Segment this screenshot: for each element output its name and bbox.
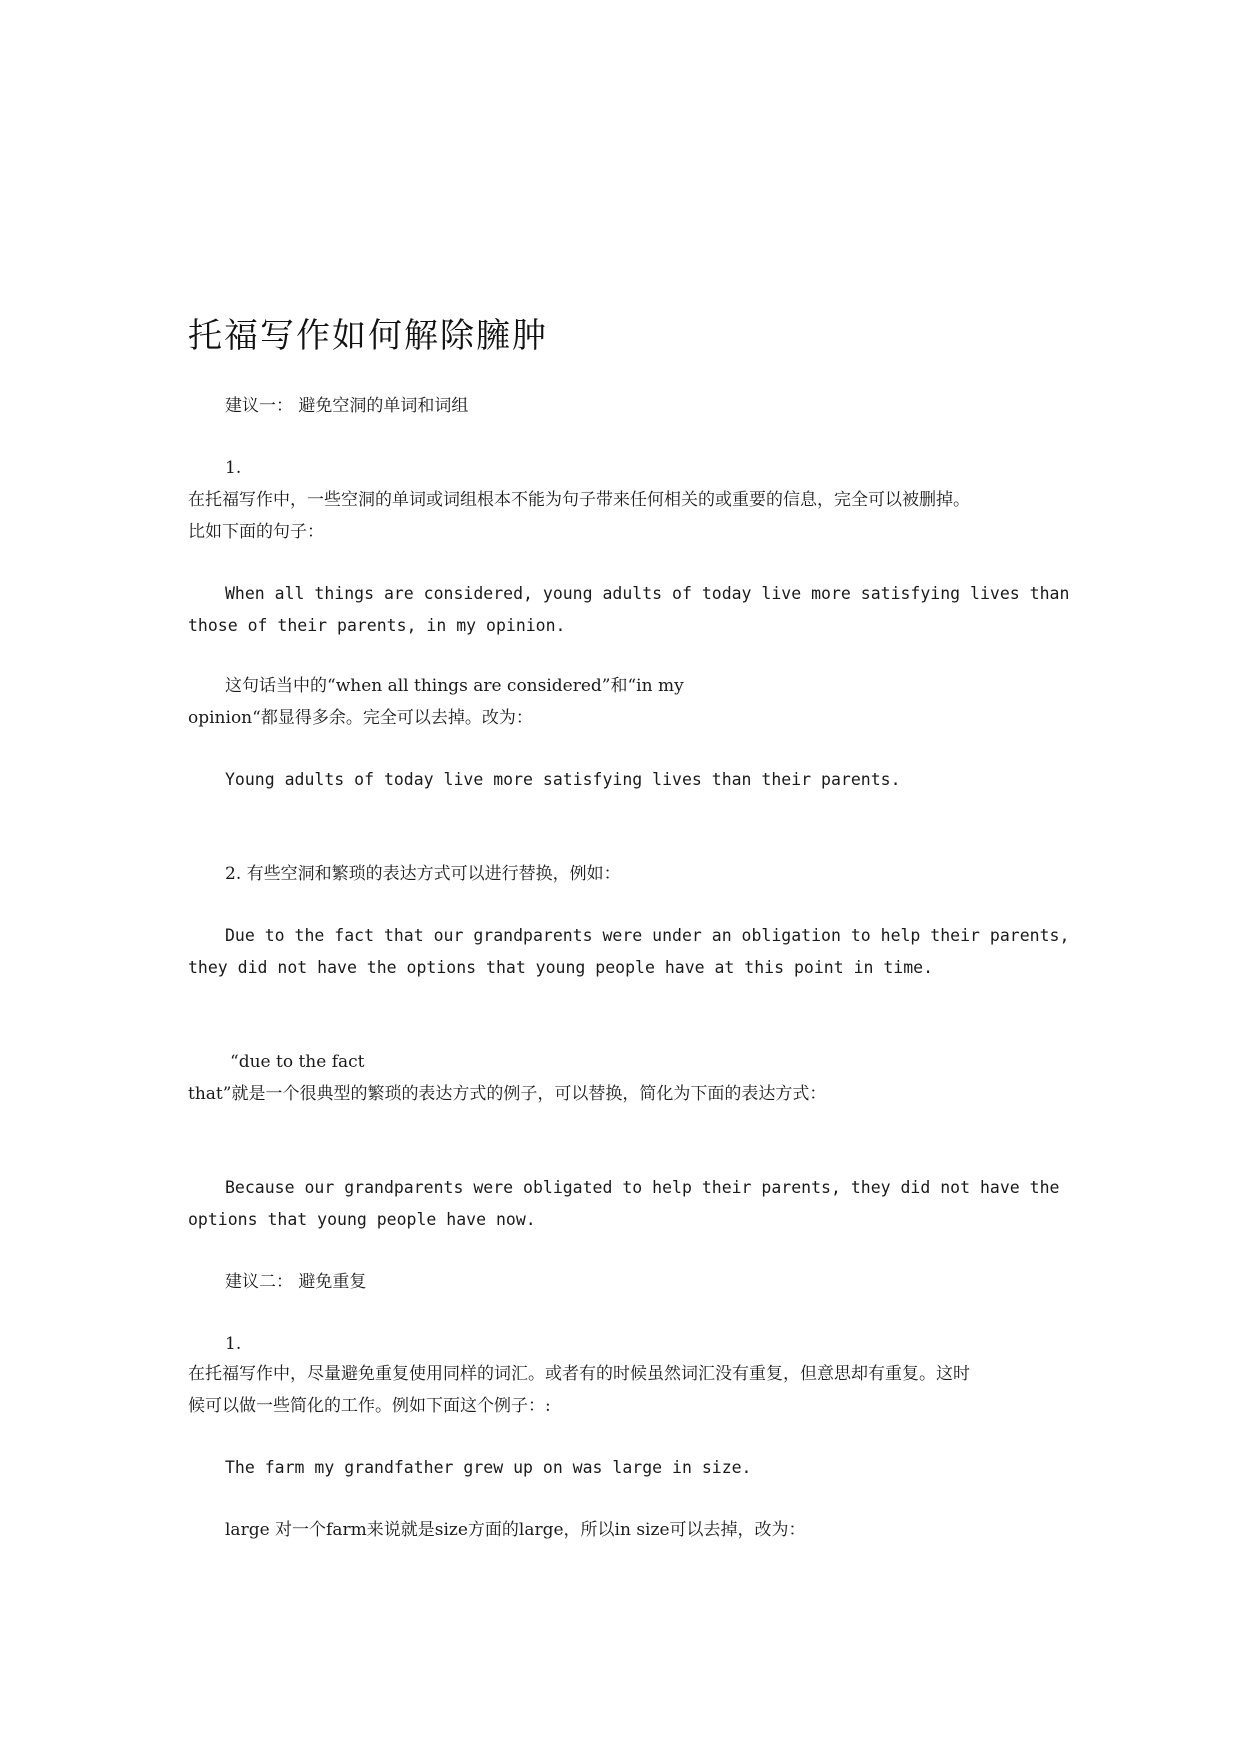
list-number: 1. <box>225 458 242 478</box>
example-sentence-line: Because our grandparents were obligated to help their parents, they did not have the <box>225 1178 1060 1197</box>
paragraph-line: opinion“都显得多余。完全可以去掉。改为： <box>188 708 533 728</box>
example-sentence-line: Young adults of today live more satisfying lives than their parents. <box>225 770 901 789</box>
example-sentence-line: Due to the fact that our grandparents were under an obligation to help their parents, <box>225 926 1070 945</box>
example-sentence-line: they did not have the options that young people have at this point in time. <box>188 958 934 977</box>
paragraph-line: large 对一个farm来说就是size方面的large，所以in size可以去掉，改为： <box>225 1520 806 1540</box>
list-item-2: 2. 有些空洞和繁琐的表达方式可以进行替换，例如： <box>225 864 621 884</box>
page-title: 托福写作如何解除臃肿 <box>188 316 548 356</box>
paragraph-line: “due to the fact <box>230 1052 365 1072</box>
paragraph-line: 在托福写作中，尽量避免重复使用同样的词汇。或者有的时候虽然词汇没有重复，但意思却有重复。这时 <box>188 1364 970 1384</box>
paragraph-line: 这句话当中的“when all things are considered”和“in my <box>225 676 684 696</box>
example-sentence-line: The farm my grandfather grew up on was large in size. <box>225 1458 752 1477</box>
example-sentence-line: those of their parents, in my opinion. <box>188 616 566 635</box>
list-number: 1. <box>225 1334 242 1354</box>
example-sentence-line: options that young people have now. <box>188 1210 536 1229</box>
example-sentence-line: When all things are considered, young adults of today live more satisfying lives than <box>225 584 1070 603</box>
paragraph-line: 比如下面的句子： <box>188 522 324 542</box>
section-heading-suggestion-1: 建议一： 避免空洞的单词和词组 <box>225 396 469 416</box>
section-heading-suggestion-2: 建议二： 避免重复 <box>225 1272 367 1292</box>
paragraph-line: 候可以做一些简化的工作。例如下面这个例子：: <box>188 1396 551 1416</box>
paragraph-line: 在托福写作中，一些空洞的单词或词组根本不能为句子带来任何相关的或重要的信息，完全可以被删掉。 <box>188 490 970 510</box>
paragraph-line: that”就是一个很典型的繁琐的表达方式的例子，可以替换，简化为下面的表达方式： <box>188 1084 827 1104</box>
